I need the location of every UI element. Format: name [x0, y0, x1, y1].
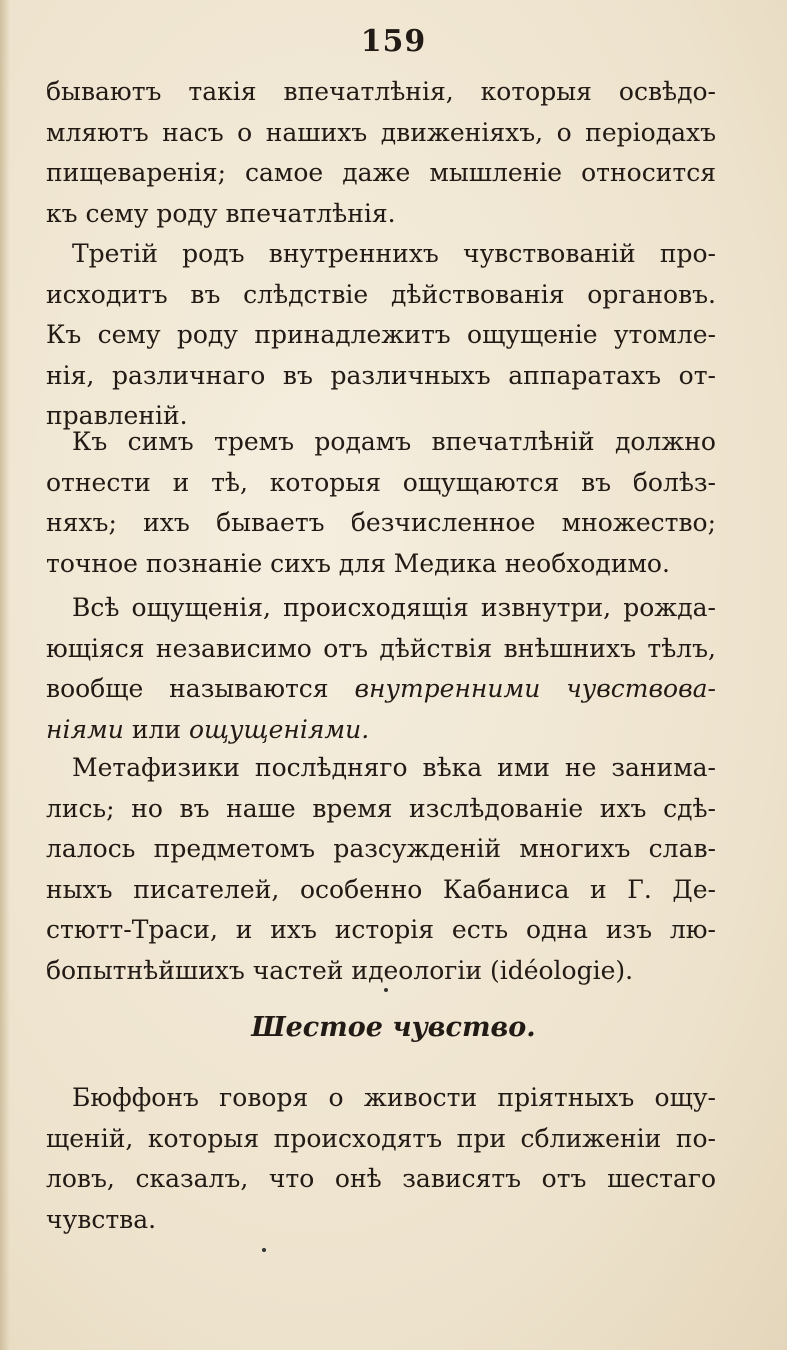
text-line: Метафизики послѣдняго вѣка ими не занима-	[72, 753, 716, 782]
text-line: ловъ, сказалъ, что онѣ зависятъ отъ шестаго	[46, 1164, 716, 1193]
text-line: щеній, которыя происходятъ при сближеніи по-	[46, 1123, 716, 1153]
italic-term: внутренними	[354, 674, 541, 703]
text-line: Къ сему роду принадлежитъ ощущеніе утомле-	[46, 320, 716, 349]
text-line: пищеваренія; самое даже мышленіе относится	[46, 158, 716, 187]
text-line: правленій.	[46, 401, 188, 430]
paragraph	[46, 588, 716, 750]
text-line: няхъ; ихъ бываетъ безчисленное множество;	[46, 508, 716, 537]
paragraph	[46, 1078, 716, 1240]
text-line: Третій родъ внутреннихъ чувствованій про-	[72, 239, 716, 268]
text-line: ныхъ писателей, особенно Кабаниса и Г. Де-	[46, 874, 716, 904]
text-line: исходитъ въ слѣдствіе дѣйствованія органовъ.	[46, 279, 716, 309]
text-line: бопытнѣйшихъ частей идеологіи (idéologie).	[46, 955, 634, 985]
text-line: мляютъ насъ о нашихъ движеніяхъ, о періодахъ	[46, 117, 716, 147]
italic-term: чувствова-	[566, 674, 717, 703]
text-line: лись; но въ наше время изслѣдованіе ихъ сдѣ-	[46, 793, 716, 823]
italic-term: ніями	[46, 714, 124, 744]
italic-term: ощущеніями.	[188, 714, 370, 744]
page-number: 159	[360, 24, 427, 59]
page-edge-shadow	[0, 0, 10, 1350]
text-line: вообще называются внутренними чувствова-	[46, 674, 717, 703]
text-line: лалось предметомъ разсужденій многихъ слав-	[46, 834, 716, 863]
text-line: Къ симъ тремъ родамъ впечатлѣній должно	[72, 427, 716, 456]
text-line: стютт-Траси, и ихъ исторія есть одна изъ лю-	[46, 915, 716, 944]
text-line: нія, различнаго въ различныхъ аппаратахъ от-	[46, 360, 716, 390]
text-line: къ сему роду впечатлѣнія.	[46, 198, 396, 228]
paragraph	[46, 422, 716, 584]
print-speck	[262, 1248, 266, 1252]
text-line: бываютъ такія впечатлѣнія, которыя освѣдо-	[46, 77, 716, 106]
text-line: ніями или ощущеніями.	[46, 714, 370, 744]
text-line: Всѣ ощущенія, происходящія извнутри, рожда-	[72, 593, 716, 622]
section-heading: Шестое чувство.	[251, 1012, 536, 1043]
text-line: отнести и тѣ, которыя ощущаются въ болѣз-	[46, 467, 716, 497]
text-line: точное познаніе сихъ для Медика необходимо.	[46, 548, 670, 578]
text-line: чувства.	[46, 1204, 157, 1234]
paragraph	[46, 748, 716, 991]
paragraph	[46, 234, 716, 437]
print-speck	[384, 988, 388, 992]
paragraph	[46, 72, 716, 234]
text-line: ющіяся независимо отъ дѣйствія внѣшнихъ тѣлъ,	[46, 633, 716, 663]
text-line: Бюффонъ говоря о живости пріятныхъ ощу-	[72, 1083, 716, 1112]
